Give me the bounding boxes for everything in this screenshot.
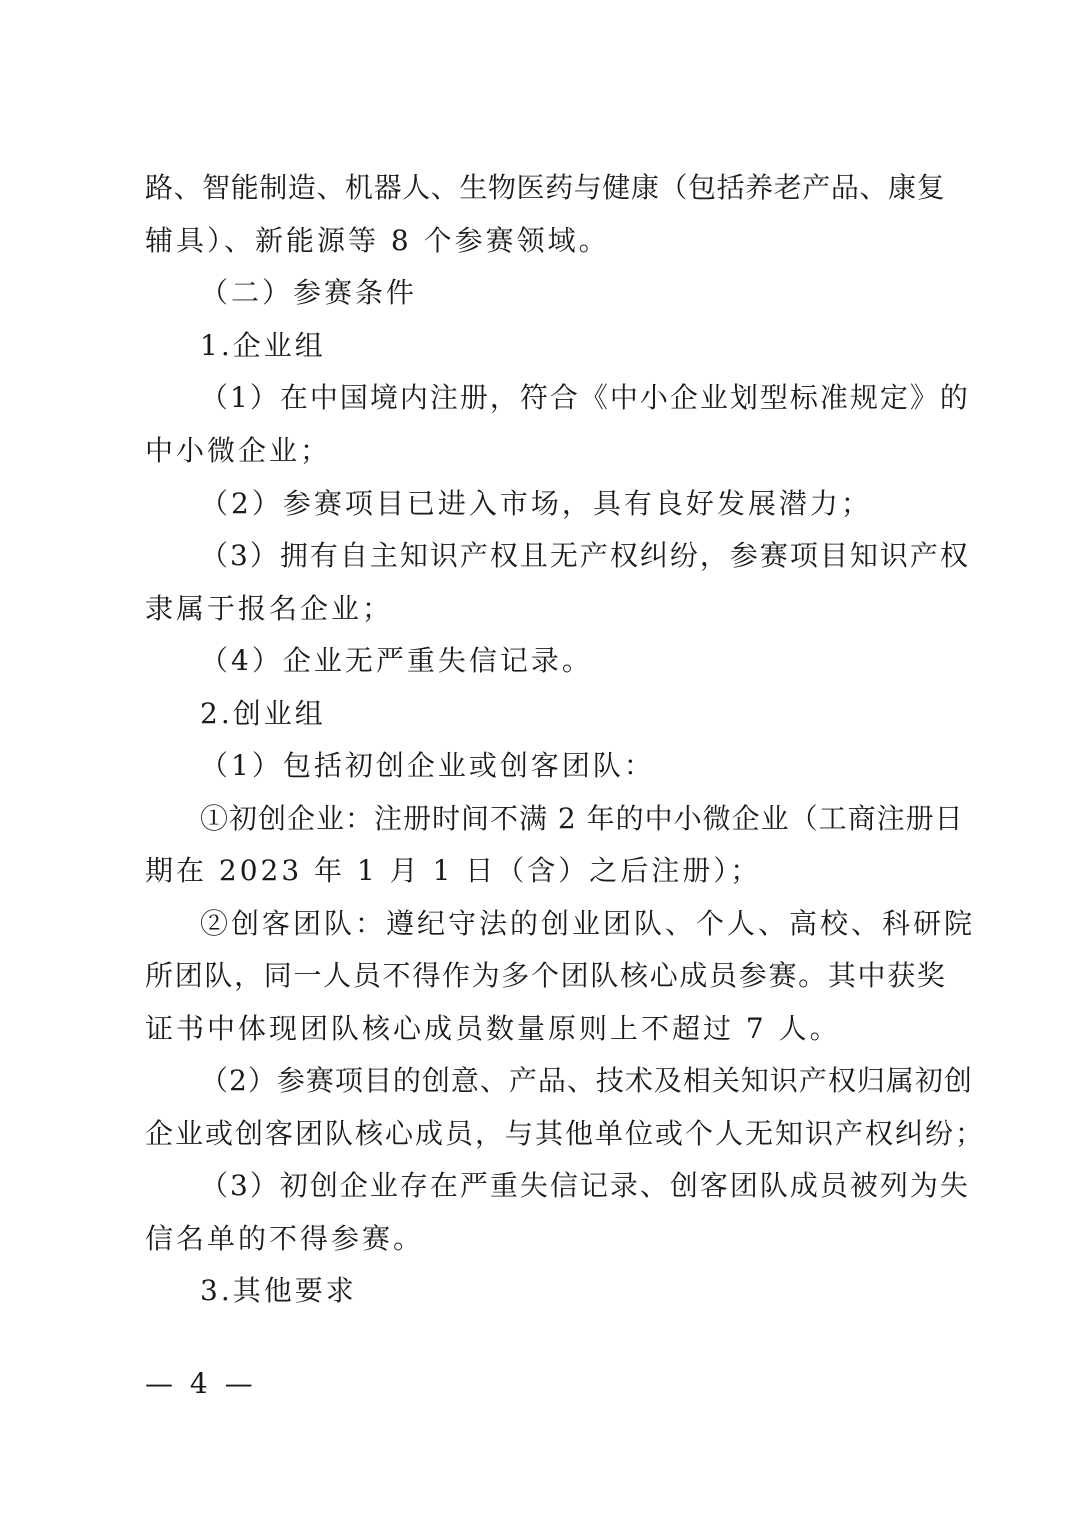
paragraph-line: 证书中体现团队核心成员数量原则上不超过 7 人。 xyxy=(145,1012,841,1045)
paragraph-line: （2）参赛项目的创意、产品、技术及相关知识产权归属初创 xyxy=(200,1064,973,1097)
subsection-heading: 1.企业组 xyxy=(200,329,326,362)
paragraph-line: （4）企业无严重失信记录。 xyxy=(200,644,593,677)
paragraph-line: 期在 2023 年 1 月 1 日（含）之后注册）； xyxy=(145,854,762,887)
paragraph-line: 中小微企业； xyxy=(145,434,332,467)
paragraph-line: 信名单的不得参赛。 xyxy=(145,1222,425,1255)
paragraph-line: 隶属于报名企业； xyxy=(145,592,394,625)
section-heading: （二）参赛条件 xyxy=(200,276,418,309)
paragraph-line: （3）初创企业存在严重失信记录、创客团队成员被列为失 xyxy=(200,1169,970,1202)
subsection-heading: 2.创业组 xyxy=(200,697,326,730)
paragraph-line: 所 团 队 ， 同 一 人 员 不 得 作 为 多 个 团 队 核 心 成 员 参 赛 。 其 中 获 奖 xyxy=(145,959,945,992)
paragraph-line: 企业或创客团队核心成员，与其他单位或个人无知识产权纠纷； xyxy=(145,1117,986,1150)
paragraph-line: 辅具）、新能源等 8 个参赛领域。 xyxy=(145,224,610,257)
paragraph-line: ②创客团队：遵纪守法的创业团队、个人、高校、科研院 xyxy=(200,907,976,940)
paragraph-line: （2）参赛项目已进入市场，具有良好发展潜力； xyxy=(200,487,872,520)
page-number: — 4 — xyxy=(145,1367,257,1400)
paragraph-line: （1）包括初创企业或创客团队： xyxy=(200,749,655,782)
subsection-heading: 3.其他要求 xyxy=(200,1274,357,1307)
paragraph-line: 路 、 智 能 制 造 、 机 器 人 、 生 物 医 药 与 健 康 （ 包 括 养 老 产 品 、 康 复 xyxy=(145,171,945,204)
paragraph-line: ①初创企业：注册时间不满 2 年的中小微企业（工商注册日 xyxy=(200,802,964,835)
paragraph-line: （1）在中国境内注册，符合《中小企业划型标准规定》的 xyxy=(200,381,970,414)
paragraph-line: （3）拥有自主知识产权且无产权纠纷，参赛项目知识产权 xyxy=(200,539,970,572)
